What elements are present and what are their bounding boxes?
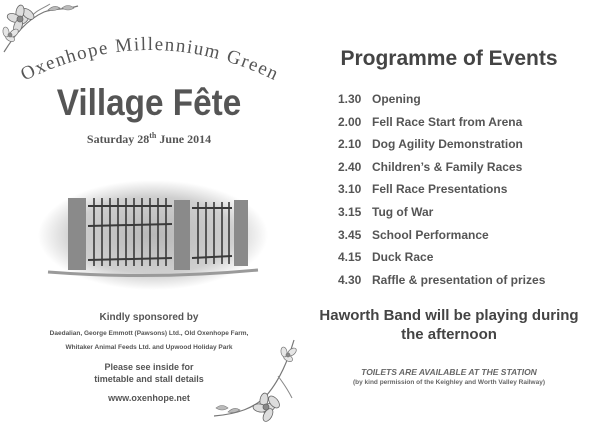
event-name: Tug of War bbox=[372, 205, 434, 219]
svg-text:Oxenhope Millennium Green bbox=[17, 34, 282, 85]
event-time: 3.10 bbox=[338, 182, 362, 197]
event-name: Opening bbox=[372, 92, 421, 106]
event-name: Children’s & Family Races bbox=[372, 159, 523, 174]
sponsor-heading: Kindly sponsored by bbox=[99, 312, 199, 323]
programme-panel bbox=[298, 0, 600, 424]
band-line: the afternoon bbox=[401, 326, 497, 343]
arc-title-text: Oxenhope Millennium Green bbox=[17, 33, 283, 86]
event-time: 4.15 bbox=[338, 250, 362, 265]
event-row bbox=[338, 115, 522, 135]
flower-icon bbox=[208, 336, 300, 424]
event-time: 1.30 bbox=[338, 92, 362, 106]
inside-note: timetable and stall details bbox=[94, 374, 204, 384]
event-row bbox=[338, 205, 433, 225]
event-time: 2.40 bbox=[338, 159, 362, 174]
event-row bbox=[338, 228, 489, 248]
fete-title: Village Fête bbox=[56, 82, 242, 123]
event-row bbox=[338, 250, 433, 270]
sponsor-line: Whitaker Animal Feeds Ltd. and Upwood Holiday Park bbox=[65, 344, 233, 351]
fete-date: Saturday 28th June 2014 bbox=[86, 131, 212, 146]
event-name: Dog Agility Demonstration bbox=[372, 137, 523, 152]
event-time: 2.10 bbox=[338, 137, 362, 152]
event-name: Duck Race bbox=[372, 250, 434, 265]
band-line: Haworth Band will be playing during bbox=[319, 307, 579, 324]
inside-note: Please see inside for bbox=[104, 362, 194, 372]
permission-note: (by kind permission of the Keighley and Worth Valley Railway) bbox=[352, 379, 546, 386]
toilets-note: TOILETS ARE AVAILABLE AT THE STATION bbox=[361, 367, 537, 377]
sponsor-line: Daedalian, George Emmott (Pawsons) Ltd., Old Oxenhope Farm, bbox=[49, 330, 249, 337]
event-row bbox=[338, 137, 523, 157]
event-name: School Performance bbox=[372, 227, 489, 242]
event-row bbox=[338, 182, 507, 202]
event-row bbox=[338, 273, 545, 293]
programme-title: Programme of Events bbox=[340, 47, 558, 70]
event-time: 3.45 bbox=[338, 227, 362, 242]
flyer-cover bbox=[0, 0, 298, 424]
website-link[interactable]: www.oxenhope.net bbox=[108, 393, 190, 403]
event-name: Raffle & presentation of prizes bbox=[372, 272, 546, 287]
band-note bbox=[298, 306, 600, 344]
event-time: 3.15 bbox=[338, 205, 362, 219]
event-name: Fell Race Start from Arena bbox=[372, 114, 523, 129]
event-row bbox=[338, 160, 522, 180]
event-time: 4.30 bbox=[338, 272, 362, 287]
gate-illustration bbox=[38, 180, 268, 290]
event-name: Fell Race Presentations bbox=[372, 182, 508, 197]
event-time: 2.00 bbox=[338, 114, 362, 129]
event-row bbox=[338, 92, 421, 112]
